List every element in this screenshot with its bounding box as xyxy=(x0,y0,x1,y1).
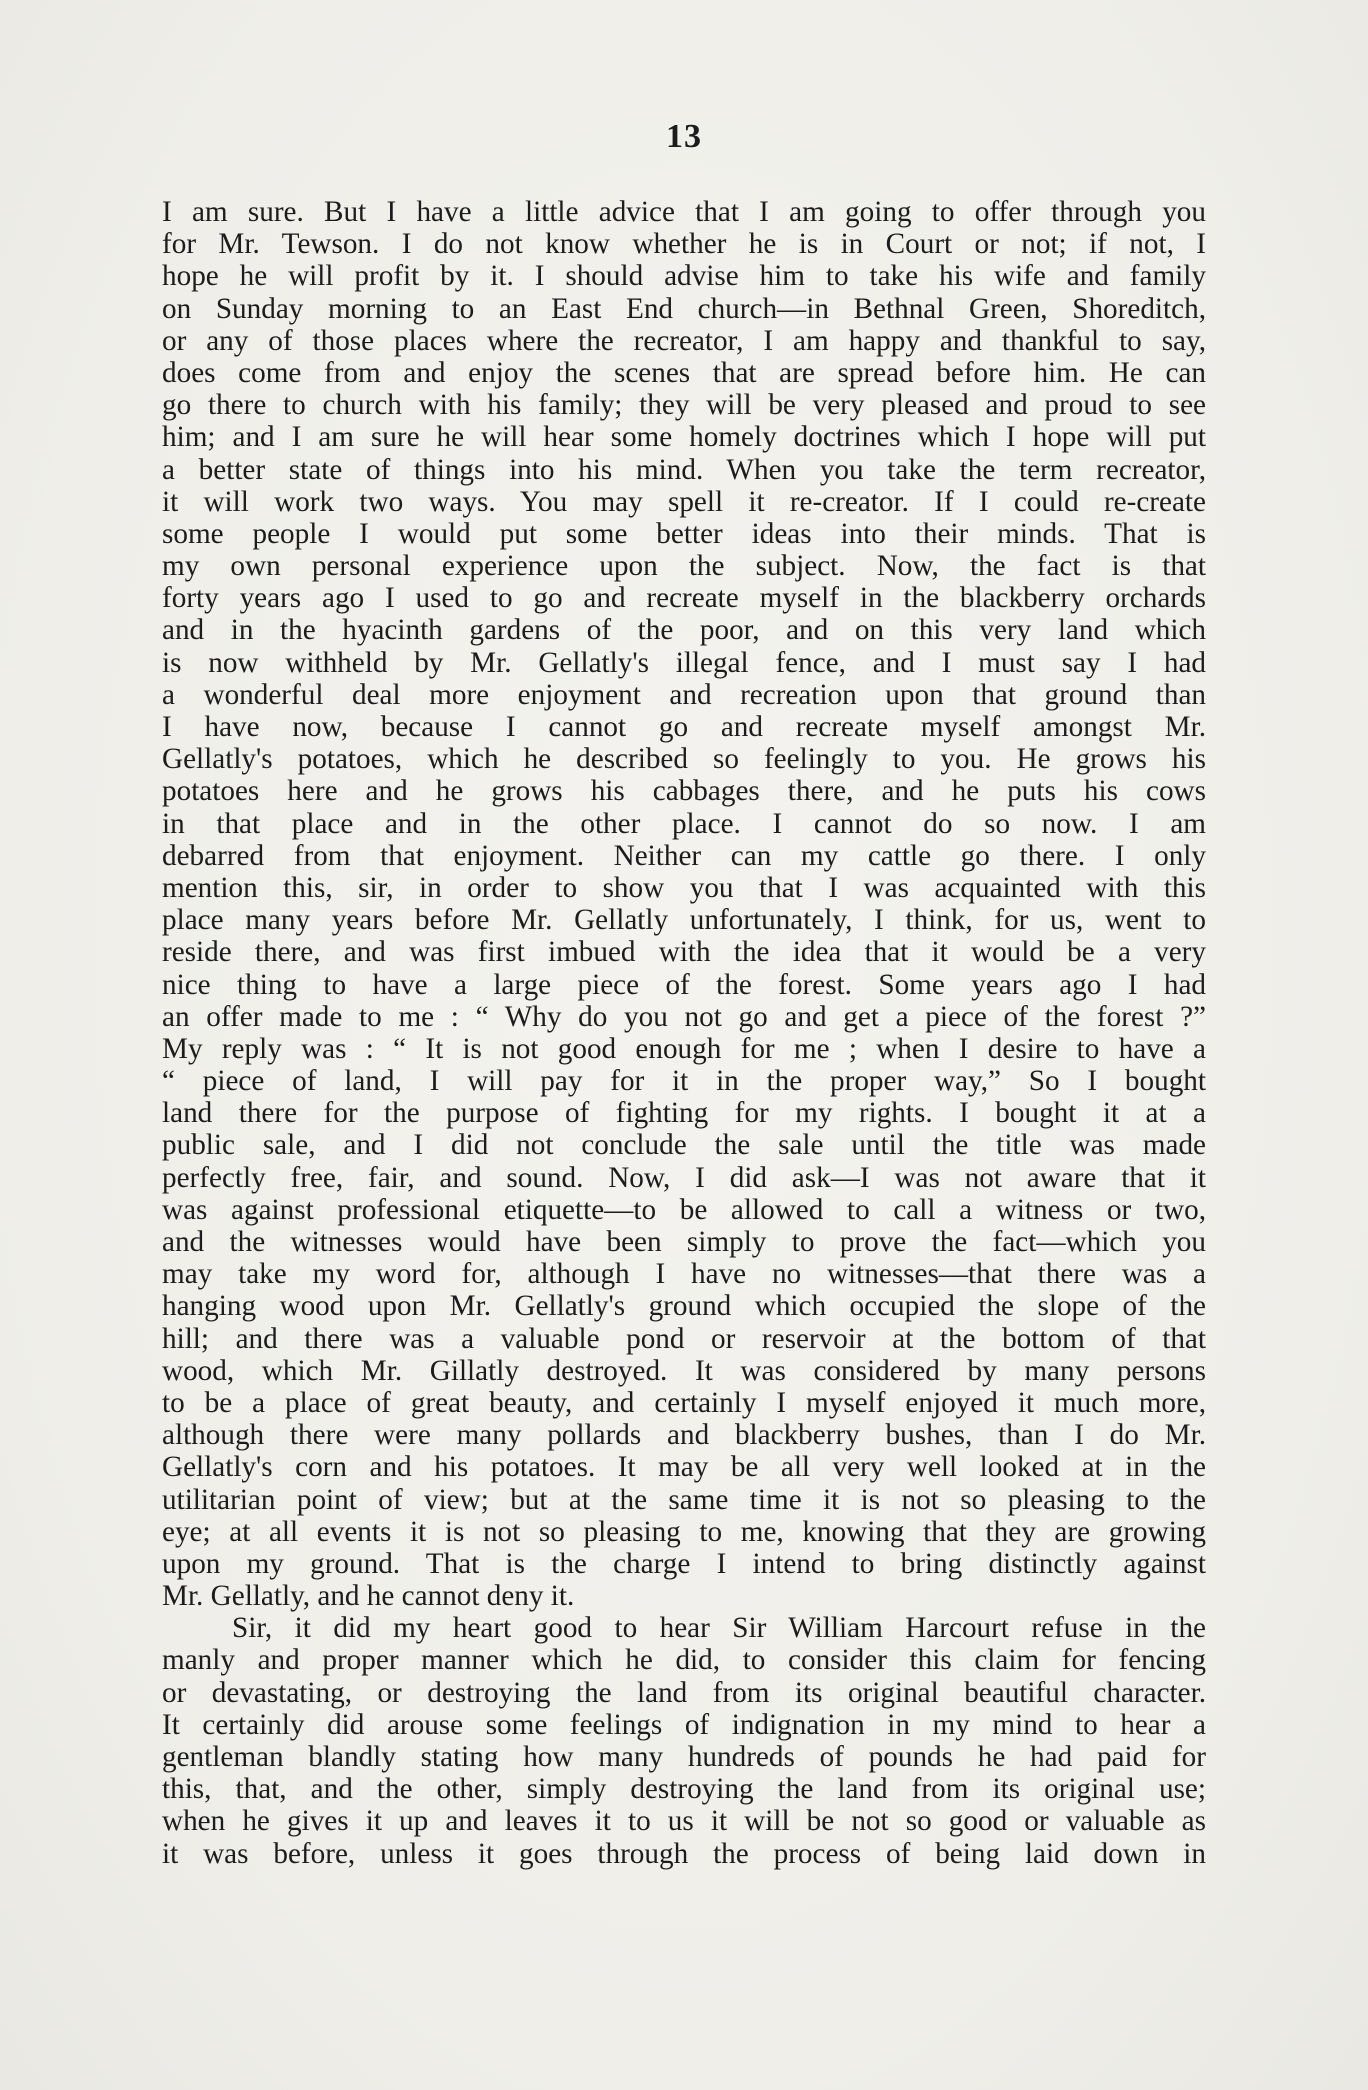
text-line: my own personal experience upon the subject. Now, the fact is that xyxy=(162,550,1206,583)
text-line: Mr. Gellatly, and he cannot deny it. xyxy=(162,1580,575,1613)
page-number: 13 xyxy=(666,118,702,155)
text-line: an offer made to me : “ Why do you not go and get a piece of the forest ?” xyxy=(162,1000,1206,1033)
text-line: although there were many pollards and blackberry bushes, than I do Mr. xyxy=(162,1419,1206,1452)
text-line: a better state of things into his mind. When you take the term recreator, xyxy=(162,453,1206,486)
text-line: My reply was : “ It is not good enough for me ; when I desire to have a xyxy=(162,1032,1206,1065)
text-line: Sir, it did my heart good to hear Sir William Harcourt refuse in the xyxy=(232,1612,1206,1645)
text-line: Gellatly's corn and his potatoes. It may be all very well looked at in the xyxy=(162,1451,1206,1484)
text-line: and the witnesses would have been simply to prove the fact—which you xyxy=(162,1226,1206,1258)
text-line: a wonderful deal more enjoyment and recreation upon that ground than xyxy=(162,678,1206,711)
text-line: manly and proper manner which he did, to consider this claim for fencing xyxy=(162,1644,1206,1677)
text-line: wood, which Mr. Gillatly destroyed. It was considered by many persons xyxy=(162,1354,1206,1387)
text-line: it will work two ways. You may spell it re-creator. If I could re-create xyxy=(162,485,1206,518)
text-line: it was before, unless it goes through the process of being laid down in xyxy=(162,1837,1206,1870)
text-line: utilitarian point of view; but at the same time it is not so pleasing to the xyxy=(162,1483,1206,1516)
text-line: It certainly did arouse some feelings of indignation in my mind to hear a xyxy=(162,1708,1206,1741)
text-line: or devastating, or destroying the land from its original beautiful character. xyxy=(162,1676,1206,1709)
text-line: to be a place of great beauty, and certainly I myself enjoyed it much more, xyxy=(162,1386,1206,1419)
text-line: gentleman blandly stating how many hundreds of pounds he had paid for xyxy=(162,1741,1206,1773)
text-line: I am sure. But I have a little advice that I am going to offer through you xyxy=(162,196,1206,228)
text-line: or any of those places where the recreator, I am happy and thankful to say, xyxy=(162,324,1206,357)
text-line: when he gives it up and leaves it to us it will be not so good or valuable as xyxy=(162,1805,1206,1838)
text-line: was against professional etiquette—to be allowed to call a witness or two, xyxy=(162,1193,1206,1226)
body-text xyxy=(162,196,1206,1870)
text-line: “ piece of land, I will pay for it in the proper way,” So I bought xyxy=(162,1065,1206,1098)
text-line: nice thing to have a large piece of the forest. Some years ago I had xyxy=(162,968,1206,1001)
text-line: is now withheld by Mr. Gellatly's illegal fence, and I must say I had xyxy=(162,646,1206,679)
text-line: perfectly free, fair, and sound. Now, I did ask—I was not aware that it xyxy=(162,1161,1206,1194)
text-line: in that place and in the other place. I cannot do so now. I am xyxy=(162,807,1206,840)
text-line: mention this, sir, in order to show you that I was acquainted with this xyxy=(162,871,1206,904)
text-line: and in the hyacinth gardens of the poor, and on this very land which xyxy=(162,614,1206,647)
text-line: him; and I am sure he will hear some homely doctrines which I hope will put xyxy=(162,421,1206,454)
text-line: forty years ago I used to go and recreate myself in the blackberry orchards xyxy=(162,582,1206,615)
text-line: hill; and there was a valuable pond or reservoir at the bottom of that xyxy=(162,1322,1206,1355)
text-line: Gellatly's potatoes, which he described so feelingly to you. He grows his xyxy=(162,743,1206,776)
text-line: place many years before Mr. Gellatly unfortunately, I think, for us, went to xyxy=(162,904,1206,937)
text-line: eye; at all events it is not so pleasing to me, knowing that they are growing xyxy=(162,1515,1206,1548)
text-line: hope he will profit by it. I should advise him to take his wife and family xyxy=(162,260,1206,293)
text-line: on Sunday morning to an East End church—in Bethnal Green, Shoreditch, xyxy=(162,292,1206,325)
text-line: debarred from that enjoyment. Neither can my cattle go there. I only xyxy=(162,839,1206,872)
text-line: go there to church with his family; they will be very pleased and proud to see xyxy=(162,389,1206,422)
text-line: some people I would put some better ideas into their minds. That is xyxy=(162,517,1206,550)
text-line: does come from and enjoy the scenes that are spread before him. He can xyxy=(162,356,1206,389)
text-line: public sale, and I did not conclude the sale until the title was made xyxy=(162,1129,1206,1162)
text-line: upon my ground. That is the charge I intend to bring distinctly against xyxy=(162,1547,1206,1580)
text-line: may take my word for, although I have no witnesses—that there was a xyxy=(162,1258,1206,1291)
text-line: for Mr. Tewson. I do not know whether he is in Court or not; if not, I xyxy=(162,228,1206,261)
text-line: this, that, and the other, simply destroying the land from its original use; xyxy=(162,1773,1206,1806)
text-line: potatoes here and he grows his cabbages there, and he puts his cows xyxy=(162,775,1206,808)
text-line: reside there, and was first imbued with the idea that it would be a very xyxy=(162,936,1206,969)
text-line: I have now, because I cannot go and recreate myself amongst Mr. xyxy=(162,711,1206,743)
text-line: hanging wood upon Mr. Gellatly's ground which occupied the slope of the xyxy=(162,1290,1206,1323)
text-line: land there for the purpose of fighting for my rights. I bought it at a xyxy=(162,1097,1206,1130)
